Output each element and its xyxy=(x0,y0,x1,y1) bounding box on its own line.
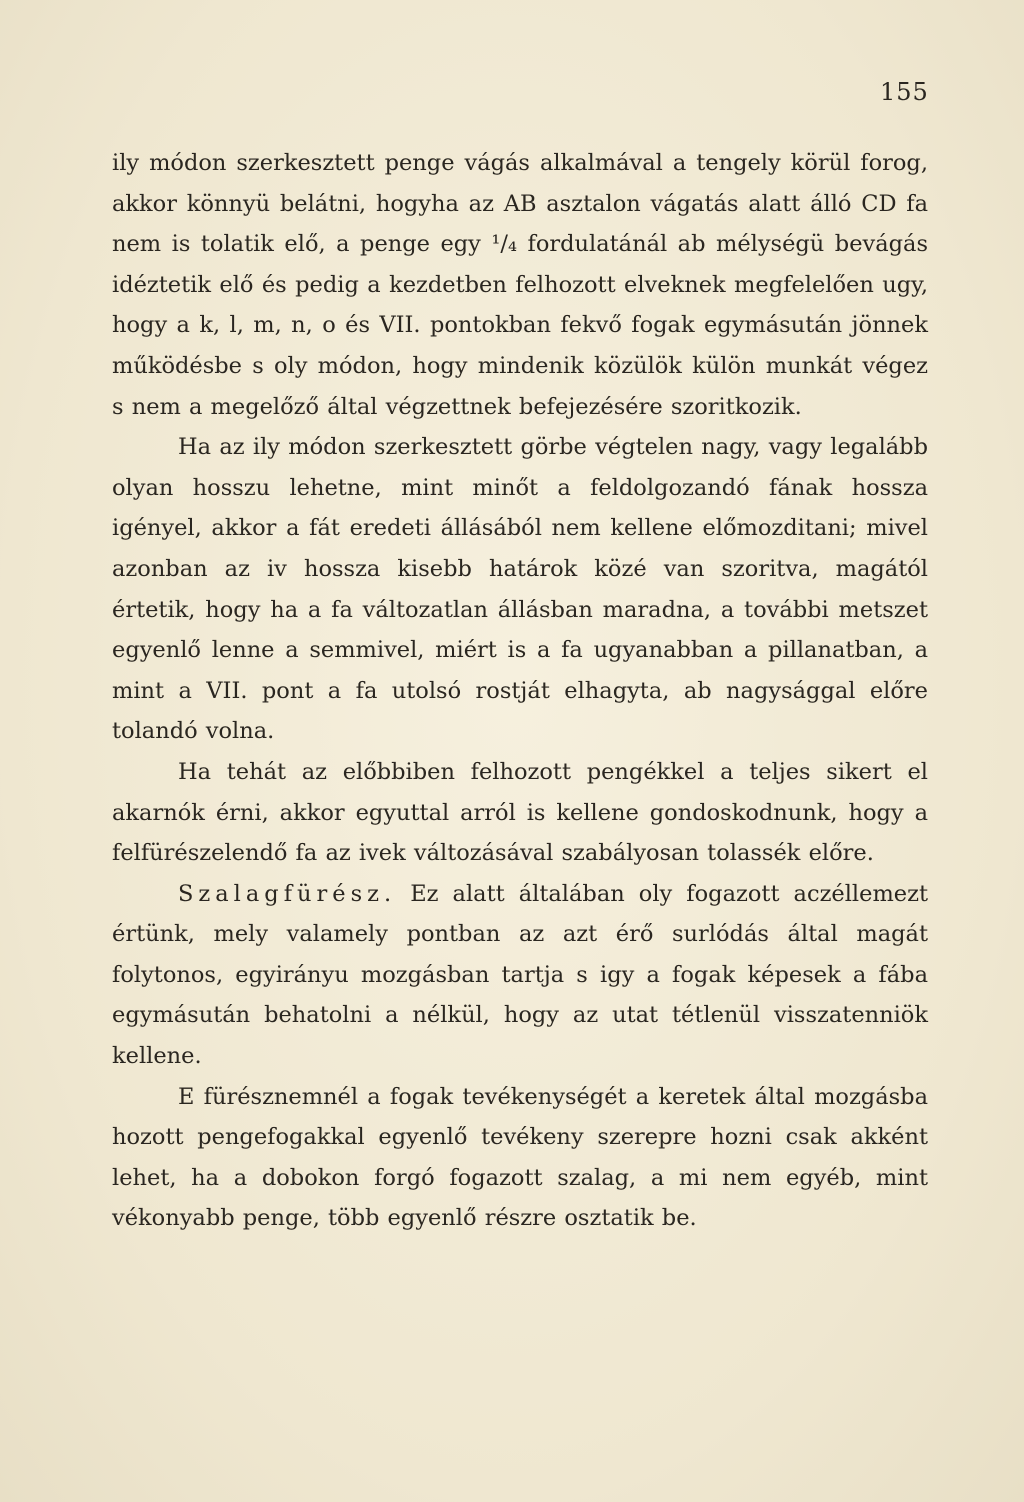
paragraph-4-text: Ez alatt általában oly fogazott aczéllemezt értünk, mely valamely pontban az azt érő surlódás által magát folytonos, egyirányu mozgásban tartja s igy a fogak képesek a fába egymásután behatolni a nélkül, hogy az utat tétlenül visszatenniök kellene. xyxy=(112,880,928,1070)
paragraph-1: ily módon szerkesztett penge vágás alkalmával a tengely körül forog, akkor könnyü belátni, hogyha az AB asztalon vágatás alatt álló CD fa nem is tolatik elő, a penge egy ¹/₄ fordulatánál ab mélységü bevágás idéztetik elő és pedig a kezdetben felhozott elveknek megfelelően ugy, hogy a k, l, m, n, o és VII. pontokban fekvő fogak egymásután jönnek működésbe s oly módon, hogy mindenik közülök külön munkát végez s nem a megelőző által végzettnek befejezésére szoritkozik. xyxy=(112,150,928,420)
paragraph-5: E fürésznemnél a fogak tevékenységét a keretek által mozgásba hozott pengefogakkal egyenlő tevékeny szerepre hozni csak akként lehet, ha a dobokon forgó fogazott szalag, a mi nem egyéb, mint vékonyabb penge, több egyenlő részre osztatik be. xyxy=(112,1083,928,1232)
body-text xyxy=(112,143,928,1239)
page-number: 155 xyxy=(880,78,929,106)
paragraph-2: Ha az ily módon szerkesztett görbe végtelen nagy, vagy legalább olyan hosszu lehetne, mint minőt a feldolgozandó fának hossza igényel, akkor a fát eredeti állásából nem kellene előmozditani; mivel azonban az iv hossza kisebb határok közé van szoritva, magától értetik, hogy ha a fa változatlan állásban maradna, a további metszet egyenlő lenne a semmivel, miért is a fa ugyanabban a pillanatban, a mint a VII. pont a fa utolsó rostját elhagyta, ab nagysággal előre tolandó volna. xyxy=(112,434,928,745)
paragraph-3: Ha tehát az előbbiben felhozott pengékkel a teljes sikert el akarnók érni, akkor egyuttal arról is kellene gondoskodnunk, hogy a felfürészelendő fa az ivek változásával szabályosan tolassék előre. xyxy=(112,758,928,867)
section-heading: Szalagfürész. xyxy=(178,880,397,907)
paragraph-4 xyxy=(112,874,928,1077)
